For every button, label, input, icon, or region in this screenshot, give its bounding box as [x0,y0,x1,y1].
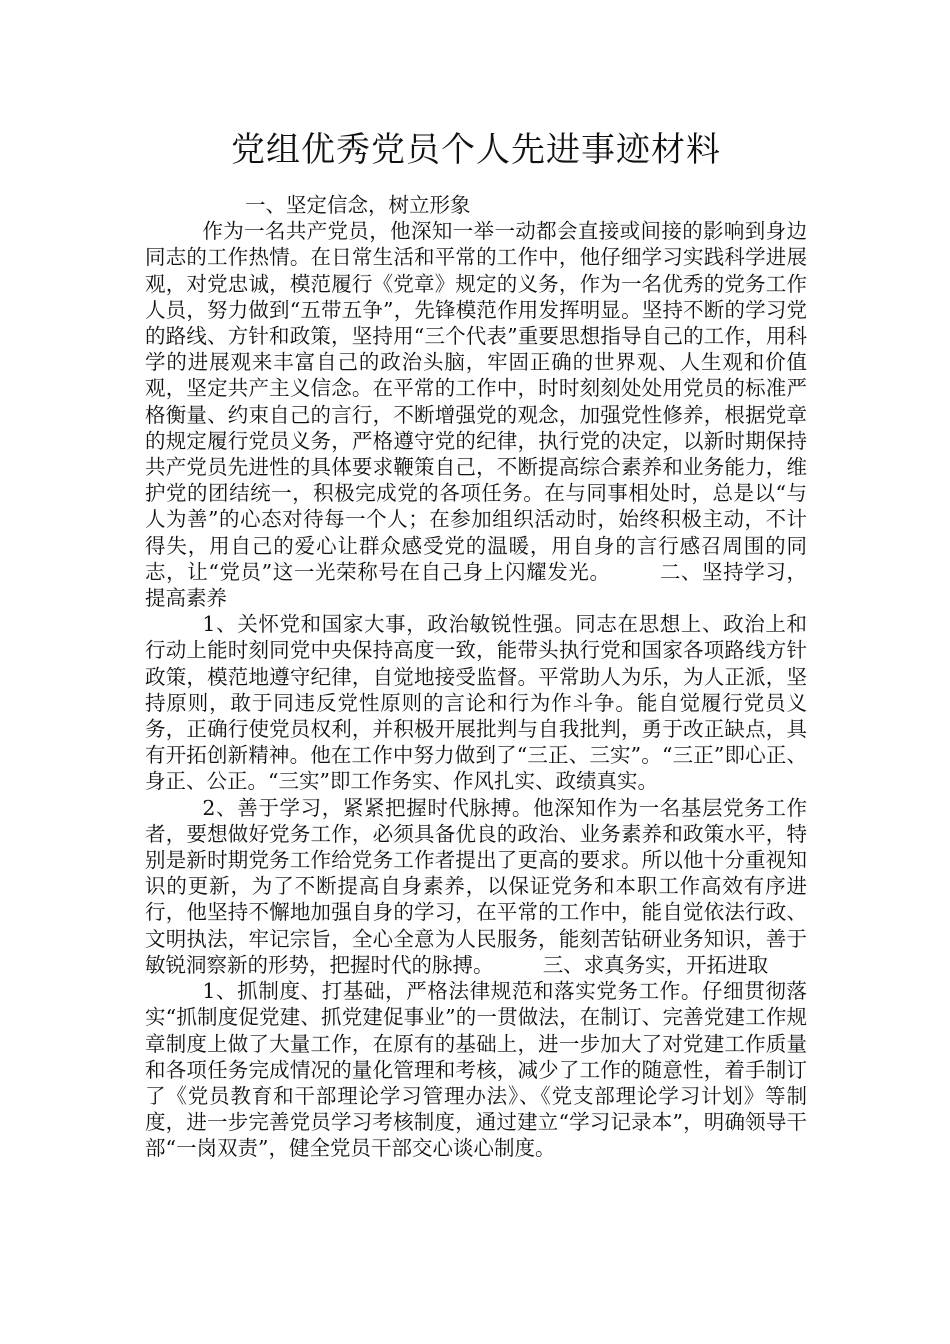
paragraph-3 [145,795,807,978]
paragraph-1 [145,218,807,611]
document-body [145,192,807,1162]
section-heading-3: 三、求真务实，开拓进取 [542,952,769,977]
paragraph-4: 1、抓制度、打基础，严格法律规范和落实党务工作。仔细贯彻落实“抓制度促党建、抓党建促事业”的一贯做法，在制订、完善党建工作规章制度上做了大量工作，在原有的基础上，进一步加大了对党建工作质量和各项任务完成情况的量化管理和考核，减少了工作的随意性，着手制订了《党员教育和干部理论学习管理办法》、《党支部理论学习计划》等制度，进一步完善党员学习考核制度，通过建立“学习记录本”，明确领导干部“一岗双责”，健全党员干部交心谈心制度。 [145,979,807,1161]
document-title: 党组优秀党员个人先进事迹材料 [231,130,721,170]
paragraph-1-text: 作为一名共产党员，他深知一举一动都会直接或间接的影响到身边同志的工作热情。在日常生活和平常的工作中，他仔细学习实践科学进展观，对党忠诚，模范履行《党章》规定的义务，作为一名优秀的党务工作人员，努力做到“五带五争”，先锋模范作用发挥明显。坚持不断的学习党的路线、方针和政策，坚持用“三个代表”重要思想指导自己的工作，用科学的进展观来丰富自己的政治头脑，牢固正确的世界观、人生观和价值观，坚定共产主义信念。在平常的工作中，时时刻刻处处用党员的标准严格衡量、约束自己的言行，不断增强党的观念，加强党性修养，根据党章的规定履行党员义务，严格遵守党的纪律，执行党的决定，以新时期保持共产党员先进性的具体要求鞭策自己，不断提高综合素养和业务能力，维护党的团结统一，积极完成党的各项任务。在与同事相处时，总是以“与人为善”的心态对待每一个人；在参加组织活动时，始终积极主动，不计得失，用自己的爱心让群众感受党的温暖，用自身的言行感召周围的同志，让“党员”这一光荣称号在自己身上闪耀发光。 [145,219,807,584]
paragraph-3-text: 2、善于学习，紧紧把握时代脉搏。他深知作为一名基层党务工作者，要想做好党务工作，必须具备优良的政治、业务素养和政策水平，特别是新时期党务工作给党务工作者提出了更高的要求。所以他十分重视知识的更新，为了不断提高自身素养，以保证党务和本职工作高效有序进行，他坚持不懈地加强自身的学习，在平常的工作中，能自觉依法行政、文明执法，牢记宗旨，全心全意为人民服务，能刻苦钻研业务知识，善于敏锐洞察新的形势，把握时代的脉搏。 [145,795,807,977]
paragraph-2: 1、关怀党和国家大事，政治敏锐性强。同志在思想上、政治上和行动上能时刻同党中央保持高度一致，能带头执行党和国家各项路线方针政策，模范地遵守纪律，自觉地接受监督。平常助人为乐，为人正派，坚持原则，敢于同违反党性原则的言论和行为作斗争。能自觉履行党员义务，正确行使党员权利，并积极开展批判与自我批判，勇于改正缺点，具有开拓创新精神。他在工作中努力做到了“三正、三实”。“三正”即心正、身正、公正。“三实”即工作务实、作风扎实、政绩真实。 [145,612,807,794]
section-heading-2: 二、坚持学习，提高素养 [145,559,808,611]
section-heading-1: 一、坚定信念，树立形象 [245,193,471,217]
document-page [145,120,807,1162]
